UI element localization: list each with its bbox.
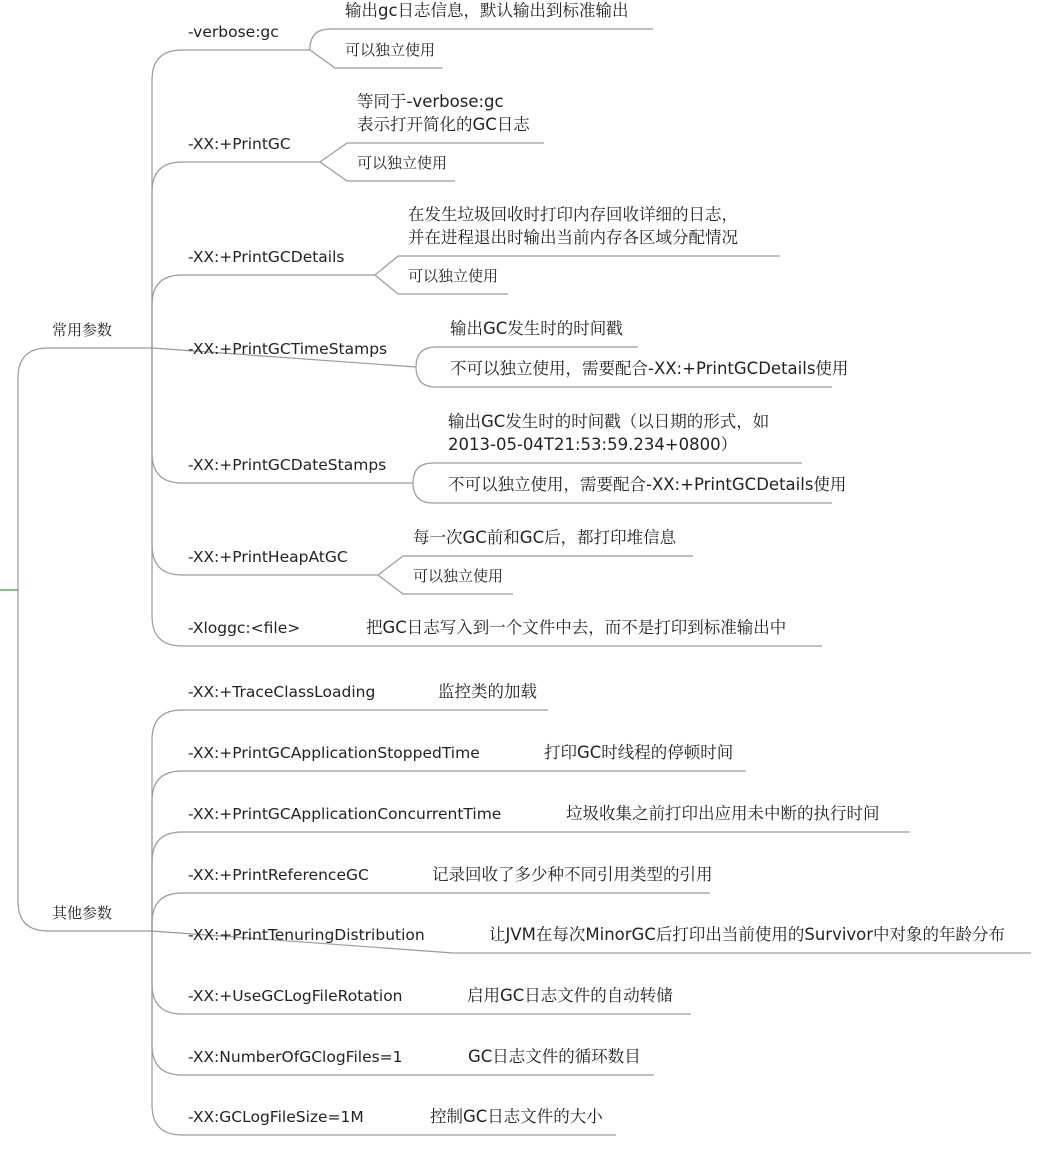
category-to-param-line (152, 931, 395, 1135)
desc-text: 在发生垃圾回收时打印内存回收详细的日志， (408, 204, 738, 224)
param-label: -XX:+PrintTenuringDistribution (188, 925, 425, 944)
desc-text: 让JVM在每次MinorGC后打印出当前使用的Survivor中对象的年龄分布 (489, 924, 1006, 944)
param-label: -XX:+PrintGC (188, 134, 291, 153)
param-label: -XX:+PrintGCApplicationConcurrentTime (188, 804, 502, 823)
param-label: -verbose:gc (188, 22, 279, 41)
desc-text: 把GC日志写入到一个文件中去，而不是打印到标准输出中 (366, 617, 787, 637)
category-label: 其他参数 (52, 904, 113, 922)
param-label: -XX:+UseGCLogFileRotation (188, 986, 403, 1005)
desc-text: 每一次GC前和GC后，都打印堆信息 (413, 527, 677, 547)
desc-text: 可以独立使用 (413, 567, 504, 585)
desc-text: 并在进程退出时输出当前内存各区域分配情况 (408, 227, 738, 247)
param-label: -XX:GCLogFileSize=1M (188, 1107, 364, 1126)
desc-text: 启用GC日志文件的自动转储 (467, 985, 673, 1005)
param-label: -XX:NumberOfGClogFiles=1 (188, 1047, 403, 1066)
desc-text: 2013-05-04T21:53:59.234+0800） (448, 434, 738, 454)
desc-text: 不可以独立使用，需要配合-XX:+PrintGCDetails使用 (450, 358, 849, 378)
desc-text: 监控类的加载 (438, 681, 537, 701)
desc-text: 表示打开简化的GC日志 (357, 114, 530, 134)
category-to-param-line (152, 275, 375, 348)
param-label: -XX:+PrintHeapAtGC (188, 547, 348, 566)
category-to-param-line (152, 348, 362, 646)
desc-text: 输出GC发生时的时间戳 (450, 318, 623, 338)
desc-text: 等同于-verbose:gc (357, 91, 504, 111)
param-label: -Xloggc:<file> (188, 618, 301, 637)
desc-text: 不可以独立使用，需要配合-XX:+PrintGCDetails使用 (448, 474, 847, 494)
root-to-category-line (18, 348, 152, 590)
param-label: -XX:+PrintGCDetails (188, 247, 345, 266)
desc-text: 控制GC日志文件的大小 (430, 1106, 603, 1126)
category-label: 常用参数 (52, 321, 113, 339)
desc-text: 输出GC发生时的时间戳（以日期的形式，如 (448, 411, 770, 431)
param-label: -XX:+TraceClassLoading (188, 682, 376, 701)
desc-text: 打印GC时线程的停顿时间 (544, 742, 734, 762)
category-to-param-line (152, 50, 310, 348)
desc-text: 记录回收了多少种不同引用类型的引用 (432, 864, 713, 884)
param-label: -XX:+PrintGCTimeStamps (188, 339, 388, 358)
desc-text: 输出gc日志信息，默认输出到标准输出 (345, 0, 629, 20)
param-label: -XX:+PrintGCApplicationStoppedTime (188, 743, 480, 762)
root-to-category-line (18, 590, 152, 931)
desc-text: 可以独立使用 (357, 154, 448, 172)
desc-text: 可以独立使用 (345, 41, 436, 59)
param-label: -XX:+PrintGCDateStamps (188, 455, 387, 474)
param-label: -XX:+PrintReferenceGC (188, 865, 369, 884)
desc-text: 垃圾收集之前打印出应用未中断的执行时间 (566, 803, 880, 823)
category-to-param-line (152, 771, 508, 931)
desc-text: GC日志文件的循环数目 (468, 1046, 641, 1066)
desc-text: 可以独立使用 (408, 267, 499, 285)
